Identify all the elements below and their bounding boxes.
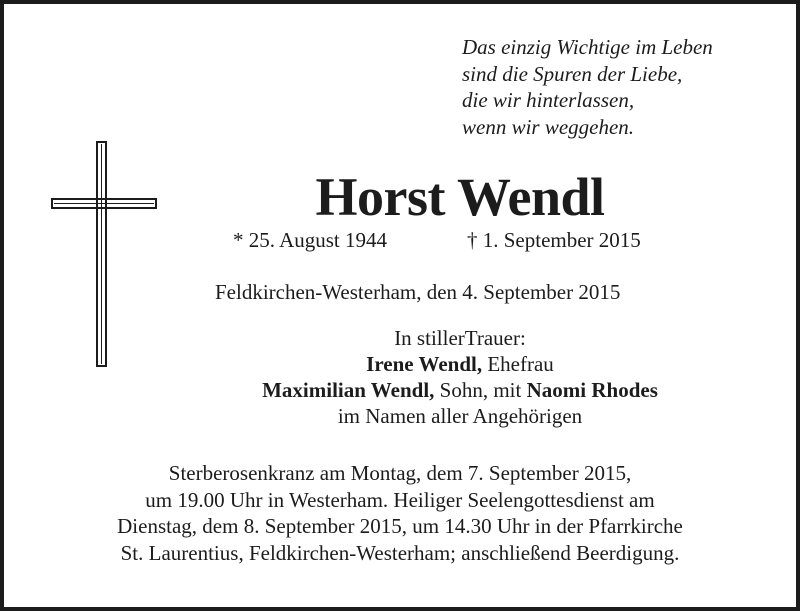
- death-date: † 1. September 2015: [467, 228, 641, 252]
- service-line: Sterberosenkranz am Montag, dem 7. September 2015,: [168, 461, 632, 485]
- mourner-name: Maximilian Wendl,: [262, 378, 435, 402]
- service-line: um 19.00 Uhr in Westerham. Heiliger Seelengottesdienst am: [145, 487, 655, 512]
- mourners-block: [0, 325, 800, 429]
- service-line: St. Laurentius, Feldkirchen-Westerham; anschließend Beerdigung.: [120, 540, 680, 565]
- mourner-relation: Sohn, mit: [439, 378, 522, 402]
- verse-line: sind die Spuren der Liebe,: [462, 61, 683, 86]
- mourner-partner-name: Naomi Rhodes: [526, 378, 658, 402]
- mourner-line: [0, 351, 800, 377]
- verse-line: die wir hinterlassen,: [462, 88, 635, 112]
- service-line: Dienstag, dem 8. September 2015, um 14.30 Uhr in der Pfarrkirche: [117, 514, 683, 538]
- mourner-relation: Ehefrau: [487, 352, 554, 376]
- mourner-name: Irene Wendl,: [366, 352, 483, 376]
- place-and-date: Feldkirchen-Westerham, den 4. September 2015: [215, 280, 621, 304]
- service-details: [55, 460, 745, 566]
- memorial-verse: [462, 34, 713, 140]
- mourner-line: [0, 377, 800, 403]
- deceased-name: Horst Wendl: [315, 167, 605, 227]
- birth-date: * 25. August 1944: [233, 228, 388, 252]
- verse-line: wenn wir weggehen.: [462, 114, 635, 139]
- verse-line: Das einzig Wichtige im Leben: [462, 35, 713, 59]
- mourners-closing: im Namen aller Angehörigen: [337, 404, 583, 428]
- mourners-intro: In stillerTrauer:: [394, 326, 526, 350]
